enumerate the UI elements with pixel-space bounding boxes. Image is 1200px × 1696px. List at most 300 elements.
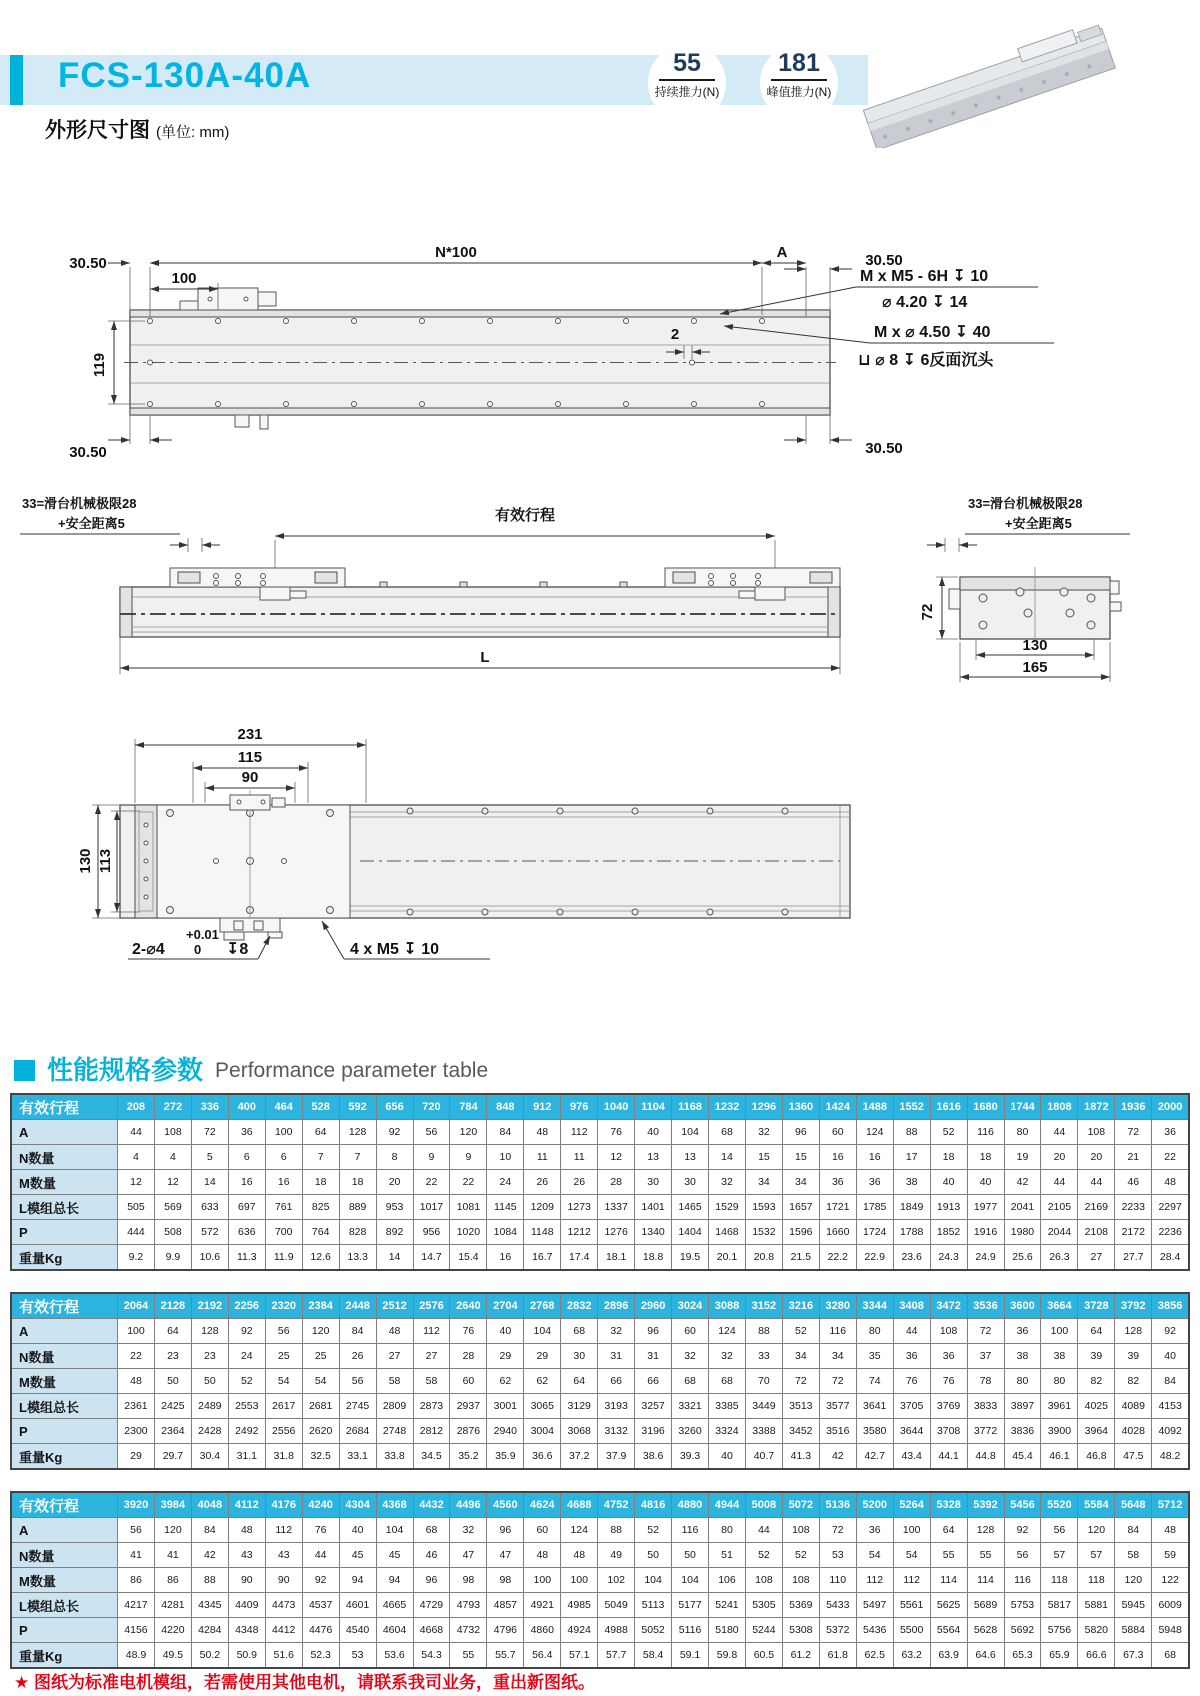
row-label-cell: A (11, 1518, 118, 1543)
stroke-value-cell: 3344 (856, 1293, 893, 1319)
stroke-value-cell: 3472 (930, 1293, 967, 1319)
param-value-cell: 40 (709, 1444, 746, 1470)
dim-113: 113 (97, 848, 114, 874)
param-value-cell: 33 (745, 1344, 782, 1369)
param-value-cell: 50.2 (191, 1643, 228, 1669)
param-value-cell: 5433 (819, 1593, 856, 1618)
pin-note-tol-lower: 0 (194, 942, 202, 957)
param-value-cell: 5500 (893, 1618, 930, 1643)
param-value-cell: 90 (265, 1568, 302, 1593)
stroke-value-cell: 1872 (1078, 1094, 1115, 1120)
param-value-cell: 31.8 (265, 1444, 302, 1470)
param-value-cell: 1148 (524, 1220, 561, 1245)
param-value-cell: 53 (819, 1543, 856, 1568)
dim-119: 119 (91, 352, 108, 378)
param-value-cell: 5308 (782, 1618, 819, 1643)
continuous-force-badge (648, 44, 726, 122)
stroke-value-cell: 3920 (118, 1492, 155, 1518)
param-value-cell: 128 (967, 1518, 1004, 1543)
param-value-cell: 108 (782, 1568, 819, 1593)
param-value-cell: 956 (413, 1220, 450, 1245)
param-value-cell: 72 (1115, 1120, 1152, 1145)
param-value-cell: 45 (339, 1543, 376, 1568)
param-value-cell: 4860 (524, 1618, 561, 1643)
pin-note-depth: ↧8 (226, 941, 249, 958)
param-value-cell: 38 (893, 1170, 930, 1195)
stroke-value-cell: 5072 (782, 1492, 819, 1518)
bottom-connector (235, 415, 268, 429)
stroke-value-cell: 4560 (487, 1492, 524, 1518)
param-value-cell: 1657 (782, 1195, 819, 1220)
param-value-cell: 1081 (450, 1195, 487, 1220)
param-value-cell: 46 (1115, 1170, 1152, 1195)
param-value-cell: 108 (745, 1568, 782, 1593)
param-value-cell: 17.4 (561, 1245, 598, 1271)
param-value-cell: 3897 (1004, 1394, 1041, 1419)
param-value-cell: 4025 (1078, 1394, 1115, 1419)
param-value-cell: 58 (413, 1369, 450, 1394)
param-value-cell: 52 (782, 1543, 819, 1568)
param-value-cell: 29 (487, 1344, 524, 1369)
param-value-cell: 72 (782, 1369, 819, 1394)
param-value-cell: 64 (1078, 1319, 1115, 1344)
stroke-value-cell: 4048 (191, 1492, 228, 1518)
param-value-cell: 37 (967, 1344, 1004, 1369)
param-value-cell: 50 (672, 1543, 709, 1568)
param-value-cell: 3708 (930, 1419, 967, 1444)
param-value-cell: 4092 (1152, 1419, 1189, 1444)
param-value-cell: 6009 (1152, 1593, 1189, 1618)
param-value-cell: 4601 (339, 1593, 376, 1618)
param-value-cell: 63.9 (930, 1643, 967, 1669)
stroke-value-cell: 5264 (893, 1492, 930, 1518)
param-value-cell: 32 (745, 1120, 782, 1145)
stroke-value-cell: 3984 (154, 1492, 191, 1518)
param-value-cell: 48 (524, 1543, 561, 1568)
param-value-cell: 40 (1152, 1344, 1189, 1369)
param-value-cell: 94 (376, 1568, 413, 1593)
param-value-cell: 57 (1041, 1543, 1078, 1568)
param-value-cell: 2681 (302, 1394, 339, 1419)
param-value-cell: 76 (302, 1518, 339, 1543)
param-value-cell: 48.9 (118, 1643, 155, 1669)
param-value-cell: 23 (154, 1344, 191, 1369)
param-value-cell: 1404 (672, 1220, 709, 1245)
param-value-cell: 31 (598, 1344, 635, 1369)
param-value-cell: 34 (782, 1170, 819, 1195)
param-value-cell: 5497 (856, 1593, 893, 1618)
param-value-cell: 2108 (1078, 1220, 1115, 1245)
param-value-cell: 5244 (745, 1618, 782, 1643)
stroke-value-cell: 2128 (154, 1293, 191, 1319)
stroke-value-cell: 1616 (930, 1094, 967, 1120)
param-value-cell: 35.9 (487, 1444, 524, 1470)
param-value-cell: 15 (745, 1145, 782, 1170)
param-value-cell: 50 (635, 1543, 672, 1568)
stroke-value-cell: 464 (265, 1094, 302, 1120)
param-value-cell: 67.3 (1115, 1643, 1152, 1669)
param-value-cell: 4 (118, 1145, 155, 1170)
param-value-cell: 50 (191, 1369, 228, 1394)
stroke-value-cell: 1808 (1041, 1094, 1078, 1120)
param-value-cell: 47 (450, 1543, 487, 1568)
param-value-cell: 32 (672, 1344, 709, 1369)
param-value-cell: 48 (1152, 1170, 1189, 1195)
param-value-cell: 35 (856, 1344, 893, 1369)
dim-30-50-bottom-left: 30.50 (69, 444, 107, 461)
param-value-cell: 18.8 (635, 1245, 672, 1271)
param-value-cell: 59.1 (672, 1643, 709, 1669)
param-value-cell: 96 (782, 1120, 819, 1145)
stroke-value-cell: 3856 (1152, 1293, 1189, 1319)
performance-table-3 (10, 1491, 1190, 1669)
param-value-cell: 4604 (376, 1618, 413, 1643)
stroke-value-cell: 2960 (635, 1293, 672, 1319)
stroke-value-cell: 2384 (302, 1293, 339, 1319)
top-view-geometry (124, 288, 836, 429)
param-value-cell: 18 (967, 1145, 1004, 1170)
dim-231: 231 (237, 726, 263, 743)
param-value-cell: 828 (339, 1220, 376, 1245)
param-value-cell: 889 (339, 1195, 376, 1220)
param-value-cell: 54 (302, 1369, 339, 1394)
param-value-cell: 11 (561, 1145, 598, 1170)
param-value-cell: 32 (709, 1344, 746, 1369)
param-value-cell: 25.6 (1004, 1245, 1041, 1271)
param-value-cell: 3449 (745, 1394, 782, 1419)
param-value-cell: 92 (228, 1319, 265, 1344)
peak-force-badge (760, 44, 838, 122)
stroke-header-row (11, 1293, 1189, 1319)
param-value-cell: 30 (635, 1170, 672, 1195)
param-value-cell: 56 (413, 1120, 450, 1145)
param-value-cell: 7 (302, 1145, 339, 1170)
param-value-cell: 4284 (191, 1618, 228, 1643)
param-value-cell: 3705 (893, 1394, 930, 1419)
stroke-value-cell: 272 (154, 1094, 191, 1120)
param-value-cell: 98 (487, 1568, 524, 1593)
param-value-cell: 3580 (856, 1419, 893, 1444)
param-value-cell: 2617 (265, 1394, 302, 1419)
param-value-cell: 94 (339, 1568, 376, 1593)
stroke-header-row (11, 1492, 1189, 1518)
stroke-value-cell: 2512 (376, 1293, 413, 1319)
param-value-cell: 66.6 (1078, 1643, 1115, 1669)
param-value-cell: 4028 (1115, 1419, 1152, 1444)
badge-divider (659, 79, 715, 81)
stroke-value-cell: 1744 (1004, 1094, 1041, 1120)
stroke-value-cell: 2640 (450, 1293, 487, 1319)
dim-30-50-top-right: 30.50 (865, 252, 903, 269)
end-view-geometry (949, 567, 1121, 642)
param-value-cell: 68 (709, 1369, 746, 1394)
param-value-cell: 58.4 (635, 1643, 672, 1669)
param-value-cell: 84 (1115, 1518, 1152, 1543)
motor-block (180, 288, 276, 310)
stroke-value-cell: 4880 (672, 1492, 709, 1518)
param-value-cell: 5756 (1041, 1618, 1078, 1643)
param-value-cell: 17 (893, 1145, 930, 1170)
param-value-cell: 633 (191, 1195, 228, 1220)
param-value-cell: 6 (228, 1145, 265, 1170)
param-value-cell: 2684 (339, 1419, 376, 1444)
param-value-cell: 49 (598, 1543, 635, 1568)
row-label-cell: M数量 (11, 1568, 118, 1593)
param-value-cell: 29 (524, 1344, 561, 1369)
param-value-cell: 68 (561, 1319, 598, 1344)
param-value-cell: 48 (228, 1518, 265, 1543)
param-value-cell: 2428 (191, 1419, 228, 1444)
param-value-cell: 128 (191, 1319, 228, 1344)
param-value-cell: 108 (1078, 1120, 1115, 1145)
param-value-cell: 104 (376, 1518, 413, 1543)
row-label-cell: L模组总长 (11, 1593, 118, 1618)
param-value-cell: 51.6 (265, 1643, 302, 1669)
param-value-cell: 56 (265, 1319, 302, 1344)
param-value-cell: 51 (709, 1543, 746, 1568)
param-value-cell: 120 (302, 1319, 339, 1344)
stroke-value-cell: 1104 (635, 1094, 672, 1120)
param-value-cell: 31 (635, 1344, 672, 1369)
side-view-drawing (20, 492, 1180, 692)
bottom-connector (220, 918, 282, 940)
param-value-cell: 9 (450, 1145, 487, 1170)
param-value-cell: 1209 (524, 1195, 561, 1220)
param-value-cell: 40 (967, 1170, 1004, 1195)
param-value-cell: 5948 (1152, 1618, 1189, 1643)
accent-bar (10, 55, 23, 105)
stroke-value-cell: 5648 (1115, 1492, 1152, 1518)
row-label-cell: 重量Kg (11, 1643, 118, 1669)
param-value-cell: 1849 (893, 1195, 930, 1220)
param-value-cell: 1529 (709, 1195, 746, 1220)
row-label-cell: P (11, 1220, 118, 1245)
param-value-cell: 56 (1004, 1543, 1041, 1568)
param-value-cell: 82 (1115, 1369, 1152, 1394)
param-row (11, 1543, 1189, 1568)
param-value-cell: 636 (228, 1220, 265, 1245)
param-value-cell: 1660 (819, 1220, 856, 1245)
dim-30-50-top-left: 30.50 (69, 255, 107, 272)
param-value-cell: 86 (118, 1568, 155, 1593)
param-value-cell: 21 (1115, 1145, 1152, 1170)
row-label-cell: N数量 (11, 1543, 118, 1568)
stroke-value-cell: 400 (228, 1094, 265, 1120)
param-value-cell: 78 (967, 1369, 1004, 1394)
param-value-cell: 7 (339, 1145, 376, 1170)
param-value-cell: 4732 (450, 1618, 487, 1643)
top-view-drawing (20, 225, 1180, 480)
stroke-value-cell: 1360 (782, 1094, 819, 1120)
param-value-cell: 76 (598, 1120, 635, 1145)
param-value-cell: 3129 (561, 1394, 598, 1419)
param-value-cell: 80 (1041, 1369, 1078, 1394)
param-value-cell: 108 (930, 1319, 967, 1344)
param-value-cell: 2105 (1041, 1195, 1078, 1220)
param-value-cell: 116 (1004, 1568, 1041, 1593)
screw-note: 4 x M5 ↧ 10 (350, 941, 440, 958)
param-value-cell: 2169 (1078, 1195, 1115, 1220)
param-value-cell: 36 (819, 1170, 856, 1195)
param-value-cell: 68 (709, 1120, 746, 1145)
param-value-cell: 64 (930, 1518, 967, 1543)
param-value-cell: 106 (709, 1568, 746, 1593)
param-value-cell: 3001 (487, 1394, 524, 1419)
param-value-cell: 4153 (1152, 1394, 1189, 1419)
peak-force-value: 181 (778, 49, 820, 77)
stroke-value-cell: 2704 (487, 1293, 524, 1319)
param-value-cell: 4793 (450, 1593, 487, 1618)
param-row (11, 1319, 1189, 1344)
param-value-cell: 3964 (1078, 1419, 1115, 1444)
param-value-cell: 27 (413, 1344, 450, 1369)
dim-130-plate: 130 (77, 848, 94, 874)
param-value-cell: 53 (339, 1643, 376, 1669)
param-value-cell: 2041 (1004, 1195, 1041, 1220)
param-value-cell: 16 (487, 1245, 524, 1271)
param-value-cell: 4412 (265, 1618, 302, 1643)
row-label-cell: M数量 (11, 1369, 118, 1394)
stroke-value-cell: 3792 (1115, 1293, 1152, 1319)
param-value-cell: 5884 (1115, 1618, 1152, 1643)
stroke-value-cell: 3536 (967, 1293, 1004, 1319)
row-label-cell: 重量Kg (11, 1245, 118, 1271)
stroke-value-cell: 4240 (302, 1492, 339, 1518)
param-value-cell: 92 (302, 1568, 339, 1593)
dim-165: 165 (1022, 659, 1048, 676)
param-value-cell: 43.4 (893, 1444, 930, 1470)
param-value-cell: 10.6 (191, 1245, 228, 1271)
param-value-cell: 9.2 (118, 1245, 155, 1271)
param-value-cell: 59.8 (709, 1643, 746, 1669)
param-value-cell: 60.5 (745, 1643, 782, 1669)
param-value-cell: 1468 (709, 1220, 746, 1245)
param-value-cell: 110 (819, 1568, 856, 1593)
param-value-cell: 11.3 (228, 1245, 265, 1271)
param-value-cell: 92 (1152, 1319, 1189, 1344)
param-value-cell: 15 (782, 1145, 819, 1170)
param-value-cell: 45.4 (1004, 1444, 1041, 1470)
param-value-cell: 2425 (154, 1394, 191, 1419)
stroke-value-cell: 3088 (709, 1293, 746, 1319)
param-value-cell: 44 (745, 1518, 782, 1543)
param-value-cell: 5564 (930, 1618, 967, 1643)
stroke-value-cell: 4816 (635, 1492, 672, 1518)
param-value-cell: 4089 (1115, 1394, 1152, 1419)
param-value-cell: 114 (930, 1568, 967, 1593)
param-row (11, 1394, 1189, 1419)
param-value-cell: 44.1 (930, 1444, 967, 1470)
param-value-cell: 120 (1115, 1568, 1152, 1593)
param-value-cell: 1788 (893, 1220, 930, 1245)
param-value-cell: 3065 (524, 1394, 561, 1419)
param-value-cell: 26 (524, 1170, 561, 1195)
param-value-cell: 2937 (450, 1394, 487, 1419)
stroke-value-cell: 912 (524, 1094, 561, 1120)
stroke-value-cell: 2064 (118, 1293, 155, 1319)
stroke-value-cell: 5584 (1078, 1492, 1115, 1518)
param-value-cell: 764 (302, 1220, 339, 1245)
param-value-cell: 2297 (1152, 1195, 1189, 1220)
param-value-cell: 96 (487, 1518, 524, 1543)
param-value-cell: 116 (819, 1319, 856, 1344)
param-value-cell: 42.7 (856, 1444, 893, 1470)
param-value-cell: 36 (930, 1344, 967, 1369)
stroke-value-cell: 5712 (1152, 1492, 1189, 1518)
param-value-cell: 42 (191, 1543, 228, 1568)
row-label-cell: 重量Kg (11, 1444, 118, 1470)
param-value-cell: 22.9 (856, 1245, 893, 1271)
param-value-cell: 2940 (487, 1419, 524, 1444)
param-value-cell: 16.7 (524, 1245, 561, 1271)
param-value-cell: 100 (524, 1568, 561, 1593)
param-value-cell: 48.2 (1152, 1444, 1189, 1470)
param-value-cell: 700 (265, 1220, 302, 1245)
param-value-cell: 4665 (376, 1593, 413, 1618)
stroke-value-cell: 4112 (228, 1492, 265, 1518)
param-value-cell: 20 (1078, 1145, 1115, 1170)
stroke-value-cell: 5520 (1041, 1492, 1078, 1518)
param-value-cell: 761 (265, 1195, 302, 1220)
param-value-cell: 34.5 (413, 1444, 450, 1470)
param-value-cell: 3193 (598, 1394, 635, 1419)
param-value-cell: 44 (1041, 1170, 1078, 1195)
param-value-cell: 28 (450, 1344, 487, 1369)
param-value-cell: 118 (1078, 1568, 1115, 1593)
row-label-cell: L模组总长 (11, 1195, 118, 1220)
param-value-cell: 40 (635, 1120, 672, 1145)
param-value-cell: 54.3 (413, 1643, 450, 1669)
param-value-cell: 3260 (672, 1419, 709, 1444)
param-value-cell: 1980 (1004, 1220, 1041, 1245)
footer-note: ★ 图纸为标准电机模组，若需使用其他电机，请联系我司业务，重出新图纸。 (14, 1673, 595, 1692)
param-value-cell: 18 (930, 1145, 967, 1170)
param-row (11, 1444, 1189, 1470)
performance-heading-en: Performance parameter table (215, 1059, 489, 1082)
limit-note-left-1: 33=滑台机械极限28 (22, 496, 137, 511)
param-value-cell: 16 (228, 1170, 265, 1195)
param-value-cell: 55 (450, 1643, 487, 1669)
bottom-view-geometry (120, 790, 850, 940)
param-value-cell: 12 (598, 1145, 635, 1170)
param-value-cell: 64 (154, 1319, 191, 1344)
param-value-cell: 3516 (819, 1419, 856, 1444)
param-value-cell: 5177 (672, 1593, 709, 1618)
dim-100: 100 (171, 270, 197, 287)
param-value-cell: 14 (376, 1245, 413, 1271)
param-value-cell: 90 (228, 1568, 265, 1593)
stroke-value-cell: 720 (413, 1094, 450, 1120)
stroke-value-cell: 2896 (598, 1293, 635, 1319)
pin-note-tol-upper: +0.01 (186, 927, 219, 942)
param-value-cell: 84 (191, 1518, 228, 1543)
param-value-cell: 3132 (598, 1419, 635, 1444)
param-value-cell: 66 (635, 1369, 672, 1394)
row-label-cell: M数量 (11, 1170, 118, 1195)
param-row (11, 1369, 1189, 1394)
param-value-cell: 124 (561, 1518, 598, 1543)
param-value-cell: 3196 (635, 1419, 672, 1444)
stroke-value-cell: 5200 (856, 1492, 893, 1518)
row-label-cell: N数量 (11, 1145, 118, 1170)
param-value-cell: 54 (265, 1369, 302, 1394)
product-photo (860, 22, 1118, 148)
param-value-cell: 18 (302, 1170, 339, 1195)
param-value-cell: 104 (524, 1319, 561, 1344)
param-value-cell: 4540 (339, 1618, 376, 1643)
param-value-cell: 12 (154, 1170, 191, 1195)
bottom-view-drawing (20, 695, 1180, 960)
